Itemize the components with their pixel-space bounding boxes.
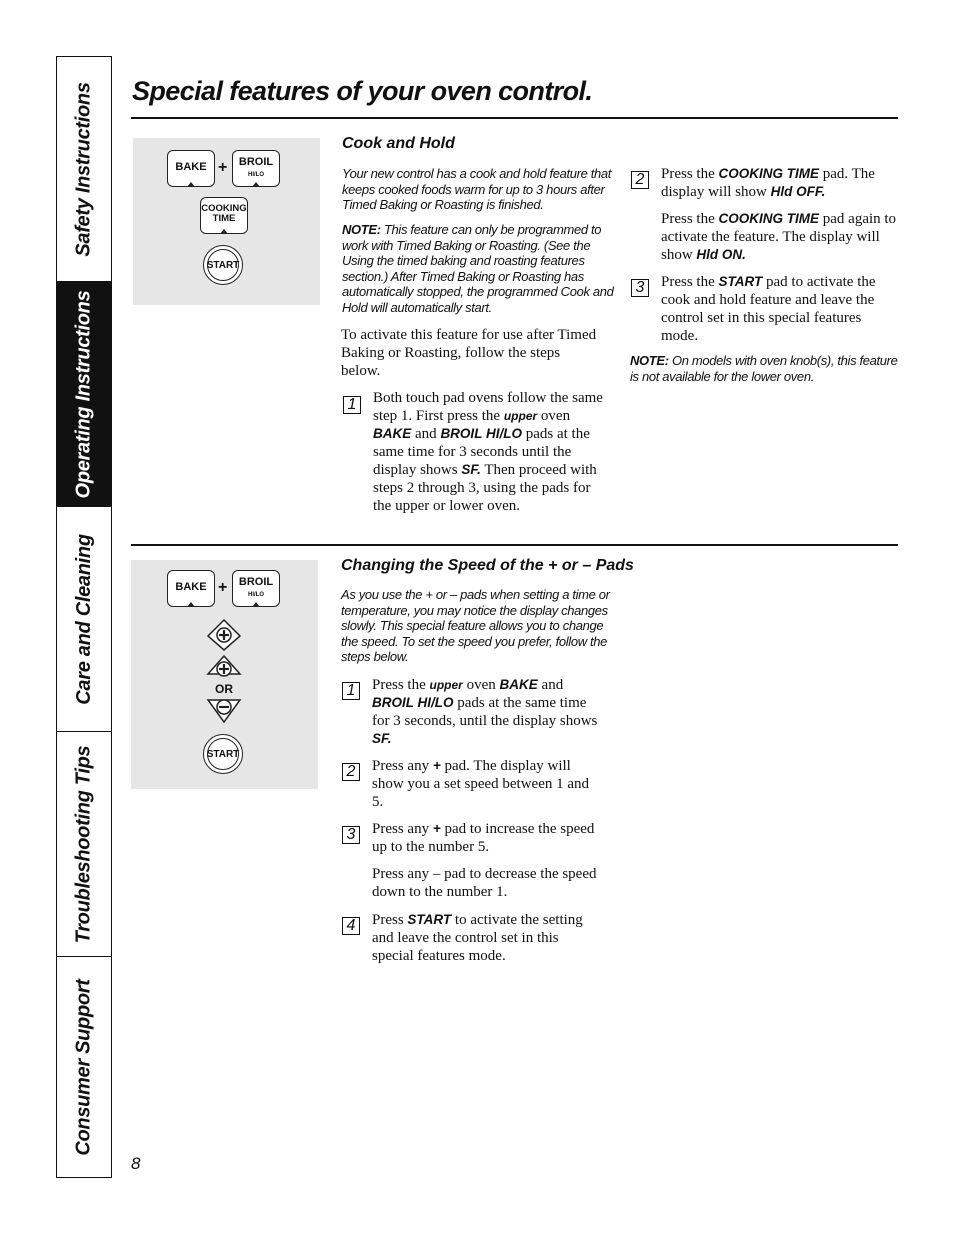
speed-intro: As you use the + or – pads when setting a time or temperature, you may notice the display changes slowly. This special feature allows you to change the speed. To set the speed you prefer, follow the steps below. — [341, 587, 610, 665]
plus-pad-icon — [206, 618, 242, 652]
pad-label: BROIL — [238, 576, 274, 588]
step-emph: + — [432, 758, 441, 773]
pad-label: START — [206, 259, 240, 271]
cook-hold-step1 — [373, 389, 609, 515]
step-emph: BAKE — [373, 426, 412, 441]
plus-sign: + — [218, 159, 228, 176]
step-emph: + — [432, 821, 441, 836]
pad-arrow — [187, 602, 195, 607]
step-text: pads at the same time for 3 seconds until the display shows — [373, 426, 590, 478]
pad-label: BAKE — [175, 161, 207, 173]
cook-hold-activate: To activate this feature for use after Timed Baking or Roasting, follow the steps below. — [341, 327, 597, 379]
step-emph: BAKE — [499, 677, 538, 692]
broil-pad-icon — [232, 570, 280, 607]
step-text: pad again to activate the feature. The display will show — [661, 211, 897, 263]
tab-troubleshooting-tips[interactable] — [57, 732, 111, 957]
cook-hold-heading: Cook and Hold — [342, 135, 455, 152]
pad-label: BAKE — [175, 581, 207, 593]
step-number: 3 — [631, 279, 649, 297]
step-emph: BROIL HI/LO — [372, 695, 454, 710]
step-emph: SF. — [372, 731, 392, 746]
section-rule — [131, 544, 898, 546]
step-number: 1 — [343, 396, 361, 414]
pad-label: COOKING — [201, 203, 247, 214]
cook-hold-illustration — [133, 138, 320, 305]
step-number: 2 — [631, 171, 649, 189]
speed-step2 — [372, 757, 600, 811]
step-text: Press any — [372, 758, 433, 774]
step-text: pads at the same time for 3 seconds, until the display shows — [372, 695, 598, 729]
step-text: Press — [372, 912, 408, 928]
tab-label: Operating Instructions — [72, 290, 95, 498]
step-emph: Hld OFF. — [770, 184, 826, 199]
step-text: Press any — [372, 821, 433, 837]
step-text: Then proceed with steps 2 through 3, using the pads for the upper or lower oven. — [373, 462, 597, 514]
speed-step1 — [372, 676, 600, 748]
speed-step3b: Press any – pad to decrease the speed down to the number 1. — [372, 866, 597, 900]
step-text: and — [411, 426, 441, 442]
pad-sublabel: HI/LO — [248, 172, 264, 178]
speed-step4 — [372, 911, 602, 965]
sidebar-tabs — [56, 56, 112, 1178]
pad-arrow — [187, 182, 195, 187]
cook-hold-step2b — [661, 210, 897, 264]
pad-sublabel: HI/LO — [248, 592, 264, 598]
step-text: oven — [462, 677, 500, 693]
step-text: pad to activate the cook and hold feature and leave the control set in this special features mode. — [661, 274, 876, 344]
tab-label: Safety Instructions — [72, 81, 95, 257]
tab-safety-instructions[interactable] — [57, 57, 111, 282]
note-text: This feature can only be programmed to work with Timed Baking or Roasting. (See the Using the timed baking and roasting features section.) After Timed Baking or Roasting has automatically stopped, the programmed Cook and Hold will automatically start. — [342, 222, 614, 315]
step-number: 4 — [342, 917, 360, 935]
bake-pad-icon — [167, 150, 215, 187]
speed-heading: Changing the Speed of the + or – Pads — [341, 557, 634, 574]
plus-pad-icon — [206, 654, 242, 680]
start-pad-icon — [203, 734, 243, 774]
note-label: NOTE: — [630, 353, 669, 368]
start-pad-inner — [207, 738, 239, 770]
or-label: OR — [215, 682, 233, 696]
step-text: Press the — [372, 677, 430, 693]
step-emph: COOKING TIME — [718, 166, 819, 181]
step-emph: START — [718, 274, 763, 289]
note-label: NOTE: — [342, 222, 381, 237]
pad-label: BROIL — [238, 156, 274, 168]
page-number: 8 — [131, 1154, 141, 1173]
pad-arrow — [220, 229, 228, 234]
step-number: 1 — [342, 682, 360, 700]
step-text: Press the — [661, 211, 719, 227]
step-emph: upper — [429, 678, 463, 692]
step-emph: SF. — [461, 462, 481, 477]
tab-consumer-support[interactable] — [57, 957, 111, 1177]
step-text: Both touch pad ovens follow the same step 1. First press the — [373, 390, 603, 424]
cook-hold-note — [342, 222, 617, 316]
step-emph: Hld ON. — [696, 247, 746, 262]
step-number: 2 — [342, 763, 360, 781]
tab-label: Care and Cleaning — [72, 533, 95, 705]
step-emph: START — [407, 912, 452, 927]
step-emph: COOKING TIME — [718, 211, 819, 226]
step-emph: BROIL HI/LO — [440, 426, 522, 441]
start-pad-icon — [203, 245, 243, 285]
tab-label: Troubleshooting Tips — [72, 745, 95, 943]
note-text: On models with oven knob(s), this feature is not available for the lower oven. — [630, 353, 898, 384]
speed-illustration — [131, 560, 318, 789]
speed-step3 — [372, 820, 600, 856]
pad-label: START — [206, 748, 240, 760]
cooking-time-pad-icon — [200, 197, 248, 234]
step-text: pad. The display will show — [661, 166, 875, 200]
tab-operating-instructions[interactable] — [57, 282, 111, 507]
step-emph: upper — [503, 409, 538, 423]
cook-hold-step3 — [661, 273, 899, 345]
step-number: 3 — [342, 826, 360, 844]
bake-pad-icon — [167, 570, 215, 607]
page-title: Special features of your oven control. — [132, 76, 593, 106]
step-text: pad to increase the speed up to the number 5. — [372, 821, 595, 855]
start-pad-inner — [207, 249, 239, 281]
cook-hold-intro: Your new control has a cook and hold feature that keeps cooked foods warm for up to 3 hours after Timed Baking or Roasting is finished. — [342, 166, 612, 213]
step-text: to activate the setting and leave the control set in this special features mode. — [372, 912, 583, 964]
broil-pad-icon — [232, 150, 280, 187]
plus-sign: + — [218, 579, 228, 596]
tab-care-and-cleaning[interactable] — [57, 507, 111, 732]
step-text: pad. The display will show you a set speed between 1 and 5. — [372, 758, 590, 810]
pad-arrow — [252, 602, 260, 607]
step-text: and — [537, 677, 564, 693]
pad-arrow — [252, 182, 260, 187]
step-text: Press the — [661, 166, 719, 182]
minus-pad-icon — [206, 696, 242, 724]
tab-label: Consumer Support — [72, 978, 95, 1156]
step-text: Press the — [661, 274, 719, 290]
cook-hold-step2 — [661, 165, 897, 201]
pad-label: TIME — [212, 212, 236, 224]
step-text: oven — [537, 408, 571, 424]
cook-hold-note2 — [630, 353, 898, 384]
title-rule — [131, 117, 898, 119]
